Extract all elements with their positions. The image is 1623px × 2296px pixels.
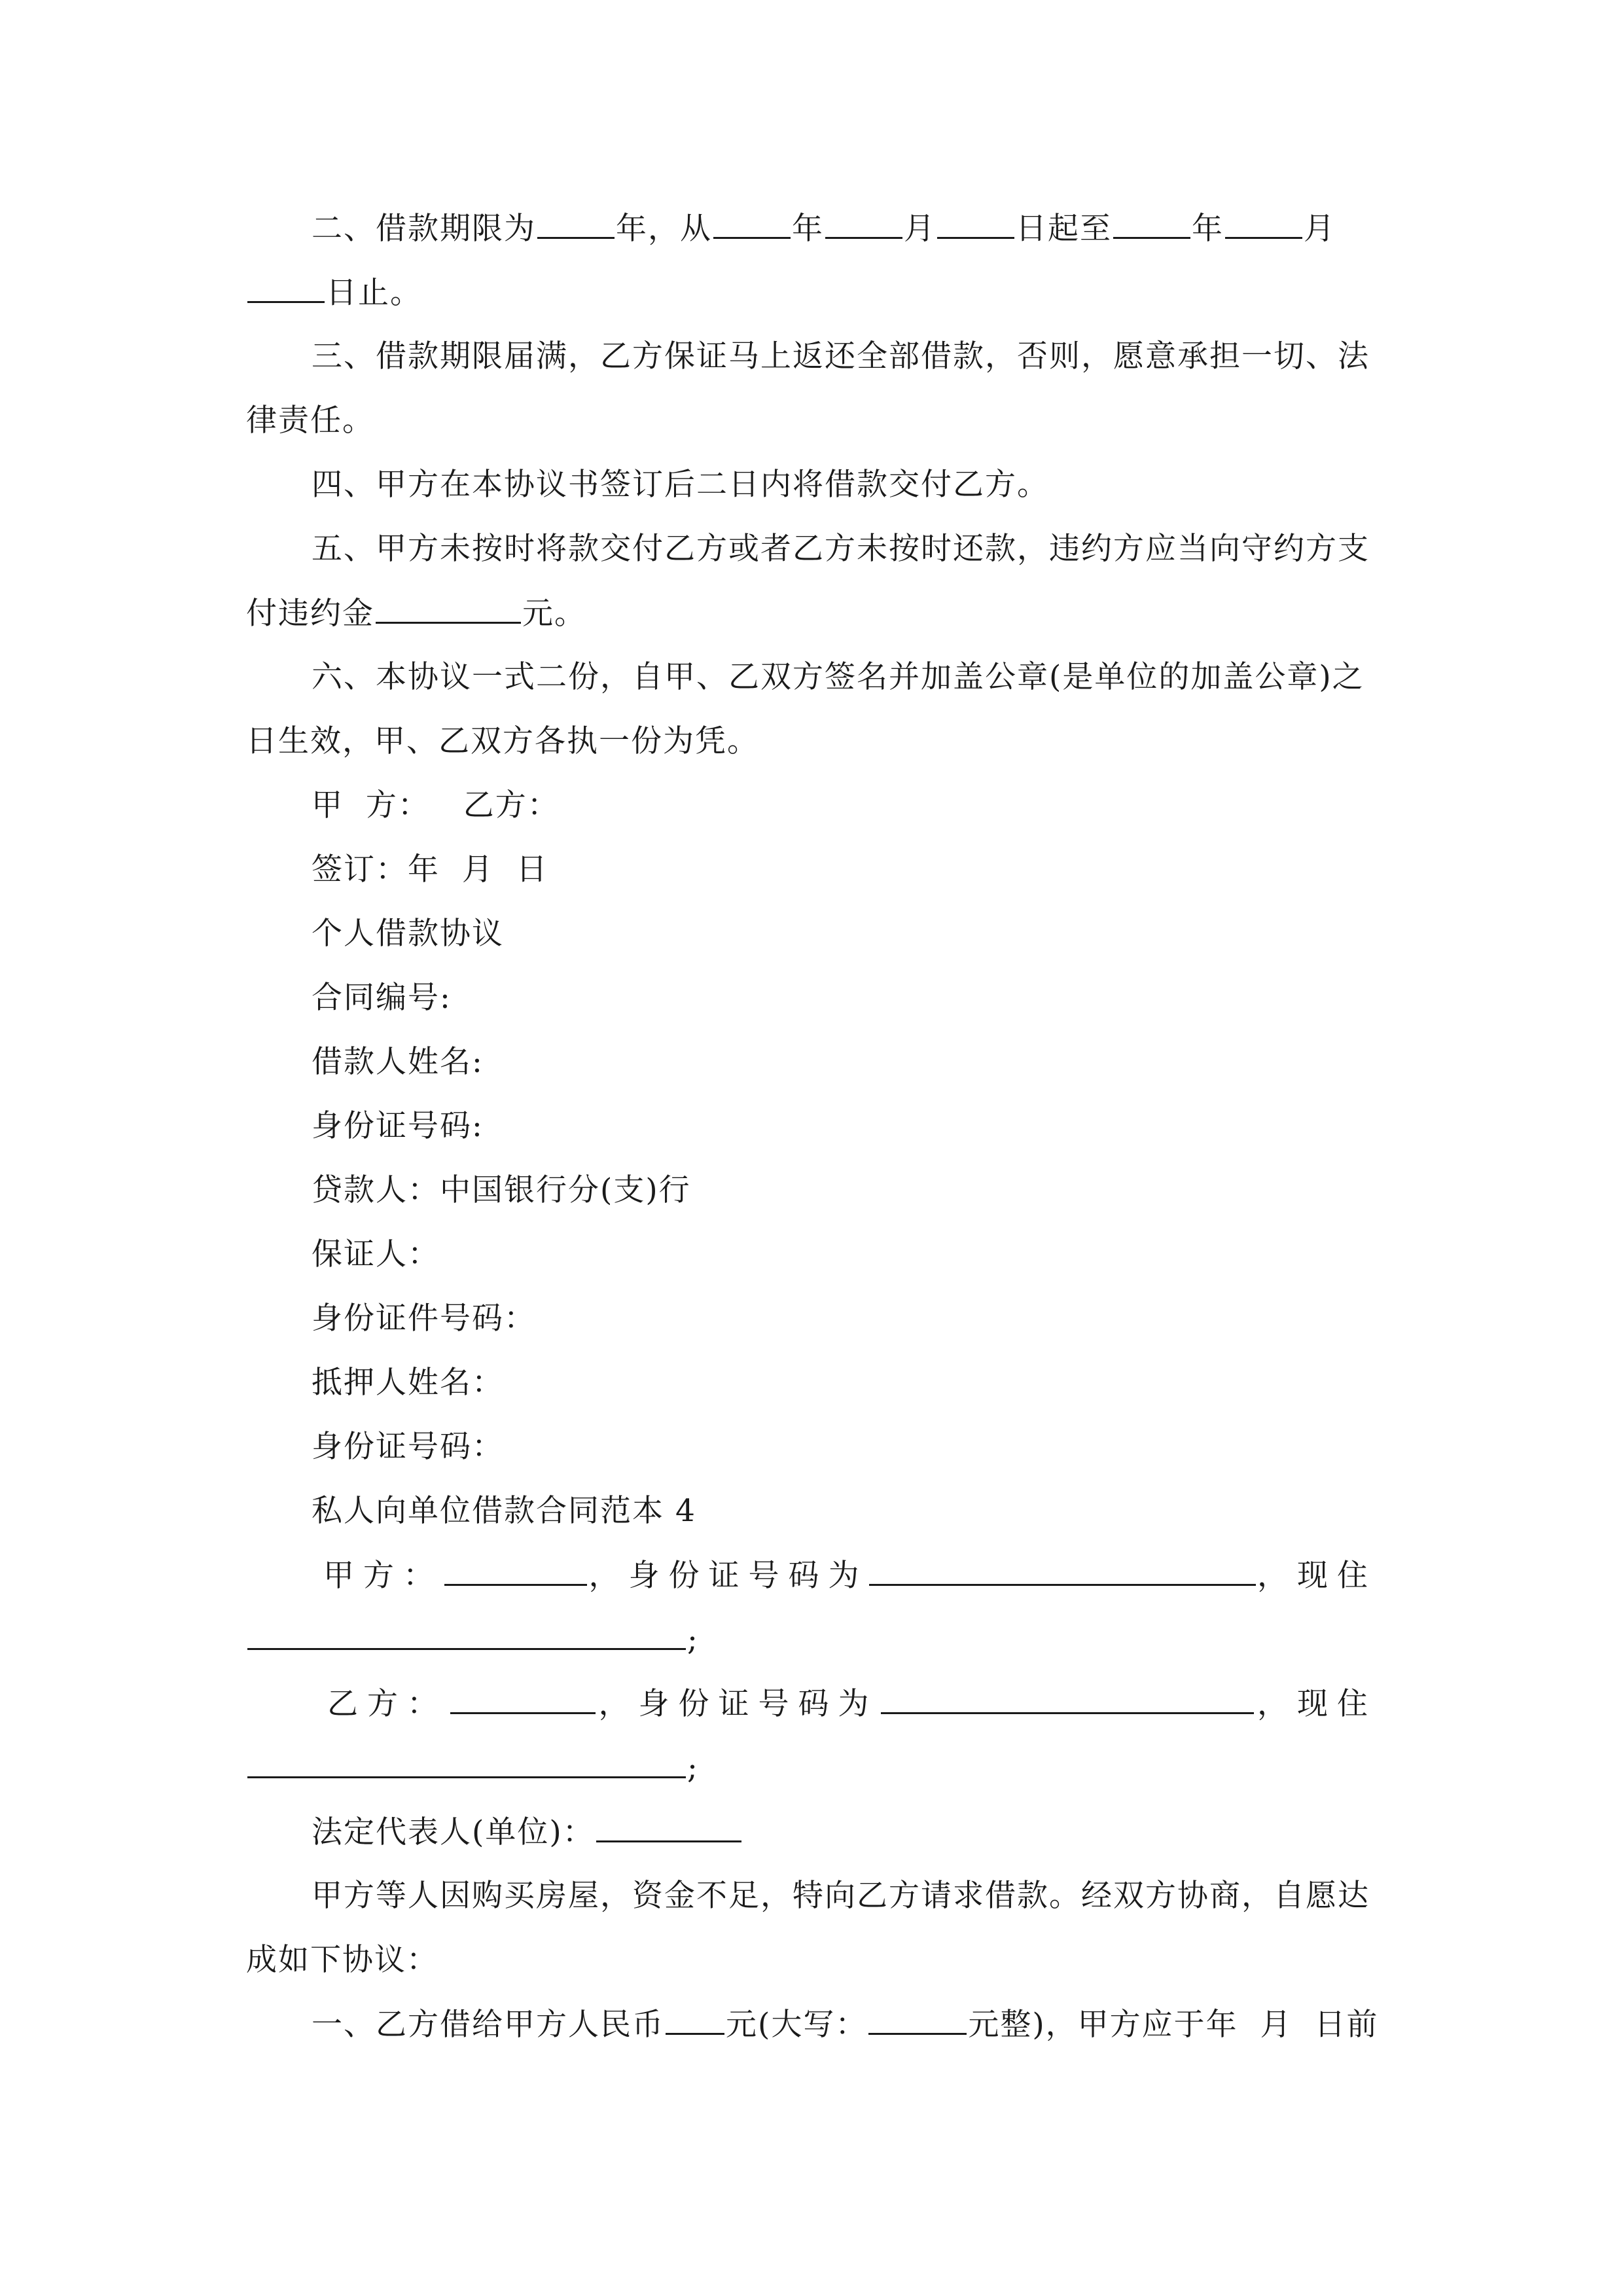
parties-line: 甲 方： 乙方： [312, 787, 560, 823]
party-a-line-1 [246, 1543, 1377, 1607]
clause-2-text: 月 [1304, 211, 1336, 247]
blank-legal-rep[interactable] [596, 1800, 741, 1842]
blank-loan-amount[interactable] [666, 1992, 724, 2035]
field-id-number-2: 身份证号码： [312, 1429, 504, 1465]
legal-rep-label: 法定代表人(单位)： [312, 1814, 595, 1850]
blank-end-year[interactable] [1113, 196, 1190, 239]
intro-line-1: 甲方等人因购买房屋，资金不足，特向乙方请求借款。经双方协商，自愿达 [312, 1878, 1370, 1914]
blank-start-day[interactable] [937, 196, 1014, 239]
blank-penalty-amount[interactable] [376, 581, 521, 624]
clause-3-line-2: 律责任。 [246, 403, 374, 439]
clause-2-text: 日起至 [1016, 211, 1112, 247]
clause-6-line-2: 日生效，甲、乙双方各执一份为凭。 [246, 723, 759, 759]
intro-line-2: 成如下协议： [246, 1942, 438, 1978]
party-b-label: 乙方： [327, 1686, 447, 1722]
blank-start-year[interactable] [713, 196, 791, 239]
clause-2-text: 年 [1192, 211, 1224, 247]
blank-loan-amount-words[interactable] [868, 1992, 967, 2035]
party-b-addr-label: ，现住 [1257, 1686, 1377, 1722]
blank-start-month[interactable] [825, 196, 902, 239]
party-a-label: 甲方： [323, 1558, 443, 1594]
blank-end-day[interactable] [247, 260, 325, 303]
field-mortgagor-name: 抵押人姓名： [312, 1365, 504, 1401]
field-guarantor: 保证人： [312, 1236, 440, 1272]
clause-1-text: 元整)，甲方应于年 月 日前 [968, 2007, 1379, 2043]
party-a-id-label: ，身份证号码为 [588, 1558, 868, 1594]
field-contract-number: 合同编号: [312, 980, 452, 1016]
clause-5-text: 付违约金 [246, 596, 374, 632]
blank-end-month[interactable] [1225, 196, 1302, 239]
clause-2-text: 年，从 [616, 211, 712, 247]
document-page [246, 0, 1377, 2296]
clause-2-text: 年 [792, 211, 824, 247]
clause-5-line-1: 五、甲方未按时将款交付乙方或者乙方未按时还款，违约方应当向守约方支 [312, 531, 1370, 567]
clause-1-text: 元(大写： [726, 2007, 868, 2043]
clause-6-line-1: 六、本协议一式二份，自甲、乙双方签名并加盖公章(是单位的加盖公章)之 [312, 659, 1364, 695]
party-a-line-2 [246, 1607, 1377, 1672]
signing-date-line: 签订：年 月 日 [312, 852, 548, 888]
section-title-template-4: 私人向单位借款合同范本 4 [312, 1493, 696, 1529]
blank-years[interactable] [537, 196, 615, 239]
field-id-document-number: 身份证件号码： [312, 1300, 536, 1336]
clause-1-text: 一、乙方借给甲方人民币 [312, 2007, 664, 2043]
section-title-personal-loan: 个人借款协议 [312, 916, 504, 952]
legal-rep-line [246, 1800, 1377, 1864]
party-b-line-2 [246, 1736, 1377, 1800]
party-b-line-1 [246, 1672, 1377, 1736]
field-lender: 贷款人：中国银行分(支)行 [312, 1172, 691, 1208]
blank-party-b-name[interactable] [450, 1672, 596, 1714]
clause-4: 四、甲方在本协议书签订后二日内将借款交付乙方。 [312, 467, 1049, 503]
field-id-number: 身份证号码: [312, 1108, 484, 1144]
clause-2-text: 二、借款期限为 [312, 211, 536, 247]
clause-1-line-1 [246, 1992, 1377, 2056]
clause-5-line-2 [246, 581, 1377, 645]
party-b-end: ; [687, 1750, 699, 1786]
clause-2-text: 日止。 [326, 275, 422, 311]
blank-party-a-name[interactable] [444, 1543, 587, 1586]
field-borrower-name: 借款人姓名: [312, 1044, 484, 1080]
clause-2-line-2 [246, 260, 1377, 325]
blank-party-a-address[interactable] [247, 1607, 686, 1650]
clause-3-line-1: 三、借款期限届满，乙方保证马上返还全部借款，否则，愿意承担一切、法 [312, 338, 1370, 374]
blank-party-b-id[interactable] [881, 1672, 1254, 1714]
party-b-id-label: ，身份证号码为 [598, 1686, 878, 1722]
blank-party-a-id[interactable] [869, 1543, 1256, 1586]
blank-party-b-address[interactable] [247, 1736, 686, 1778]
clause-5-text: 元。 [522, 596, 586, 632]
clause-2-text: 月 [904, 211, 936, 247]
party-a-addr-label: ，现住 [1257, 1558, 1377, 1594]
clause-2-line-1 [246, 196, 1377, 260]
party-a-end: ; [687, 1622, 699, 1658]
